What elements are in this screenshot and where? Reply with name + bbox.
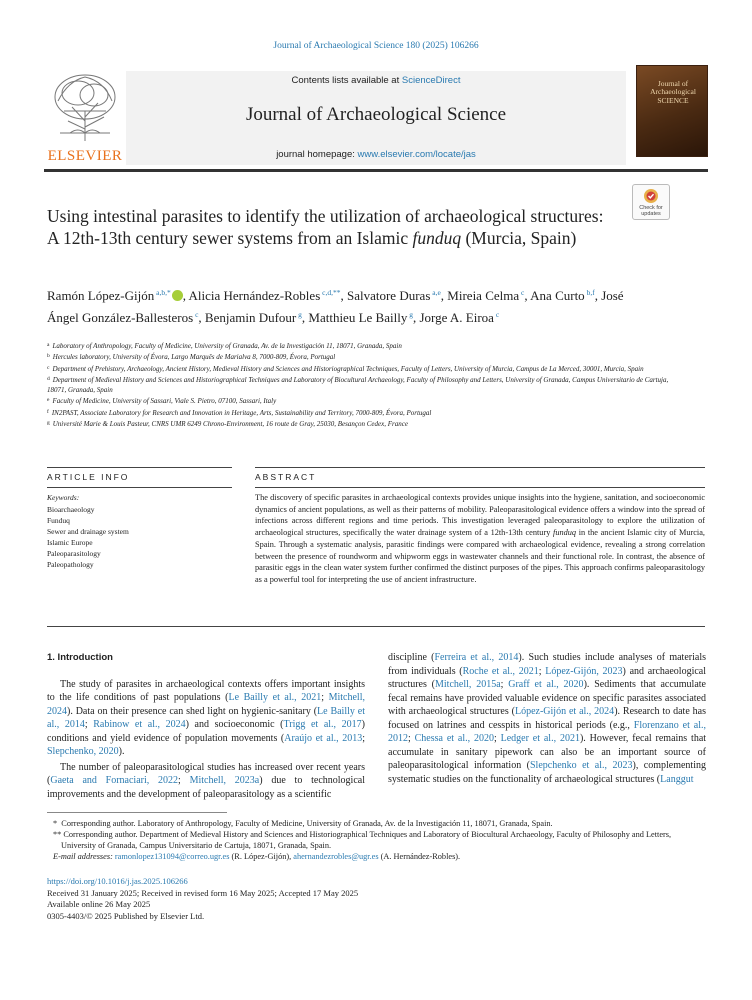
citation-link[interactable]: Araújo et al., 2013 (284, 732, 363, 744)
keywords-rule (47, 487, 232, 488)
citation-link[interactable]: Slepchenko et al., 2023 (530, 760, 633, 771)
author-affiliation-marker[interactable]: a,b,* (154, 288, 171, 297)
author-affiliation-marker[interactable]: c (193, 310, 199, 319)
citation-link[interactable]: Ferreira et al., 2014 (434, 652, 519, 663)
publication-info (47, 876, 702, 922)
article-info-heading: ARTICLE INFO (47, 472, 130, 482)
keywords-block (47, 492, 227, 570)
check-for-updates-button[interactable] (632, 184, 670, 220)
author-name[interactable]: Benjamin Dufour (204, 310, 297, 325)
affiliation-c: $^c$ Department of Prehistory, Archaeology, Ancient History, Medieval History and Sciences and Historiographical Techniques, Faculty of Letters, University of Murcia, Campus de La Merced, 30001, Murcia, Spain (47, 364, 644, 373)
intro-paragraph-2: The number of paleoparasitological studies has increased over recent years (Gaeta and Fornaciari, 2022; Mitchell, 2023a) due to technological improvements and the development of paleoparasitology as a scientific (47, 761, 365, 800)
journal-homepage-line: journal homepage: www.elsevier.com/locate/jas (276, 149, 476, 160)
journal-homepage-link[interactable]: www.elsevier.com/locate/jas (357, 149, 476, 160)
affiliation-g: $^g$ Université Marie & Louis Pasteur, CNRS UMR 6249 Chrono-Environment, 16 route de Gray, 25030, Besançon Cedex, France (47, 420, 408, 429)
intro-heading: 1. Introduction (47, 652, 113, 663)
email-link-lopez[interactable]: ramonlopez131094@correo.ugr.es (114, 852, 230, 861)
citation-link[interactable]: Langgut (660, 773, 694, 785)
author-name[interactable]: Mireia Celma (447, 288, 520, 303)
author-name[interactable]: Jorge A. Eiroa (419, 310, 494, 325)
author-list: Ramón López-Gijón $^{a,b,*}$ , Alicia Hernández-Robles $^{c,d,**}$, Salvatore Duras $^{a,e}$, Mireia Celma $^c$, Ana Curto $^{b,f}$, José Ángel González-Ballesteros $^c$, Benjamin Dufour $^g$, Matthieu Le Bailly $^g$, Jorge A. Eiroa $^c$ (47, 288, 624, 325)
abstract-heading-rule (255, 487, 705, 488)
author-name[interactable]: Alicia Hernández-Robles (188, 288, 321, 303)
tree-emblem-icon (48, 71, 122, 143)
keyword-item: Paleopathology (47, 560, 94, 569)
footnote-divider (47, 812, 227, 813)
author-name[interactable]: Matthieu Le Bailly (308, 310, 408, 325)
citation-link[interactable]: López-Gijón, 2023 (545, 665, 623, 677)
citation-link[interactable]: Trigg et al., 2017 (283, 719, 362, 730)
author-affiliation-marker[interactable]: c (493, 310, 500, 319)
citation-link[interactable]: Chessa et al., 2020 (414, 733, 494, 744)
keyword-item: Paleoparasitology (47, 549, 101, 558)
footnote-emails: E-mail addresses: ramonlopez131094@correo.ugr.es (R. López-Gijón), ahernandezrobles@ugr.es (A. Hernández-Robles). (53, 852, 461, 861)
keyword-item: Sewer and drainage system (47, 527, 129, 536)
intro-paragraph-continued: discipline (Ferreira et al., 2014). Such studies include analyses of materials from individuals (Roche et al., 2021; López-Gijón, 2023) and archaeological structures (Mitchell, 2015a; Graff et al., 2020). Sediments that accumulate fecal remains have provided valuable evidence on specific parasites associated with archaeological structures (López-Gijón et al., 2024). Research to date has focused on latrines and cesspits in historical periods (e.g., Florenzano et al., 2012; Chessa et al., 2020; Ledger et al., 2021). However, fecal remains that accumulate in sanitary pipework can also be an important source of paleoparasitological information (Slepchenko et al., 2023), complementing systematic studies on the functionality of archaeological structures (Langgut (388, 652, 707, 785)
online-date: Available online 26 May 2025 (47, 899, 151, 909)
citation-link[interactable]: Mitchell, 2023a (189, 775, 260, 786)
header-divider (44, 169, 708, 172)
author-name[interactable]: José Ángel González-Ballesteros (47, 288, 624, 325)
author-affiliation-marker[interactable]: c,d,** (320, 288, 341, 297)
keywords-label: Keywords: (47, 493, 80, 502)
issn-copyright: 0305-4403/© 2025 Published by Elsevier Ltd. (47, 910, 205, 921)
citation-link[interactable]: Le Bailly et al., 2014 (47, 705, 365, 730)
affiliation-list (47, 340, 677, 429)
abstract-text: The discovery of specific parasites in archaeological contexts provides unique insights into the hygiene, sanitation, and socioeconomic dynamics of ancient populations, as well as their patterns of mobility. Paleoparasitological evidence offers a window into the spread of infections across different regions and time periods. This investigation leveraged paleoparasitology to explore the utilization of archaeological structures, specifically the water drainage system of a 12th-13th century funduq in the ancient Islamic city of Murcia, Spain. Through a systematic analysis, parasitic findings were compared with archaeological evidence, revealing a strong correlation between the presence of roundworm and whipworm eggs in wastewater channels and their functional role. In contrast, the absence of parasitic eggs in the clean water system further confirmed the distinct purposes of the pipes. This approach confirms paleoparasitology as a powerful tool for interpreting the use of ancient infrastructure. (255, 493, 705, 584)
footnote-corresponding-2: ** Corresponding author. Department of Medieval History and Sciences and Historiographical Techniques and Laboratory of Biocultural Archaeology, Faculty of Philosophy and Letters, University of Granada, Campus Universitario de Cartuja, 18071, Granada, Spain. (53, 830, 672, 850)
intro-paragraph-1: The study of parasites in archaeological contexts offers important insights to the life conditions of past populations (Le Bailly et al., 2021; Mitchell, 2024). Data on their presence can shed light on hygienic-sanitary (Le Bailly et al., 2014; Rabinow et al., 2024) and socioeconomic (Trigg et al., 2017) conditions and yield evidence of population movements (Araújo et al., 2013; Slepchenko, 2020). (47, 678, 366, 757)
footnotes (47, 818, 702, 862)
footnote-corresponding-1: * Corresponding author. Laboratory of Anthropology, Faculty of Medicine, University of Granada, Av. de la Investigación 11, 18071, Granada, Spain. (53, 819, 553, 828)
journal-cover-thumbnail[interactable] (636, 65, 708, 157)
intro-left-column (47, 651, 365, 803)
masthead-banner (126, 71, 626, 165)
abstract-heading: ABSTRACT (255, 472, 317, 482)
affiliation-d: $^d$ Department of Medieval History and Sciences and Historiographical Techniques and Laboratory of Biocultural Archaeology, Faculty of Philosophy and Letters, University of Granada, Campus Universitario de Cartuja, 18071, Granada, Spain (47, 375, 669, 395)
author-affiliation-marker[interactable]: g (296, 310, 302, 319)
publisher-name: ELSEVIER (47, 148, 123, 164)
citation-link[interactable]: Rabinow et al., 2024 (93, 719, 186, 730)
affiliation-a: $^a$ Laboratory of Anthropology, Faculty of Medicine, University of Granada, Av. de la Investigación 11, 18071, Granada, Spain (47, 342, 402, 350)
keyword-item: Funduq (47, 516, 70, 525)
sciencedirect-link[interactable]: ScienceDirect (401, 75, 461, 86)
check-updates-icon (643, 188, 659, 204)
affiliation-f: $^f$ IN2PAST, Associate Laboratory for Research and Innovation in Heritage, Arts, Sustainability and Territory, 7000-809, Évora, Portugal (47, 408, 432, 417)
citation-link[interactable]: Mitchell, 2015a (435, 679, 501, 690)
keyword-item: Islamic Europe (47, 538, 93, 547)
affiliation-b: $^b$ Hercules laboratory, University of Évora, Largo Marquês de Marialva 8, 7000-809, Évora, Portugal (47, 353, 336, 362)
affiliation-e: $^e$ Faculty of Medicine, University of Sassari, Viale S. Pietro, 07100, Sassari, Italy (47, 397, 277, 406)
article-info-rule (47, 467, 232, 468)
contents-available-line: Contents lists available at ScienceDirect (291, 75, 461, 86)
abstract-rule (255, 467, 705, 468)
citation-link[interactable]: Graff et al., 2020 (508, 679, 584, 690)
journal-title[interactable]: Journal of Archaeological Science (245, 104, 507, 125)
journal-citation[interactable]: Journal of Archaeological Science 180 (2025) 106266 (273, 41, 479, 51)
author-name[interactable]: Ana Curto (530, 288, 585, 303)
author-name[interactable]: Salvatore Duras (346, 288, 431, 303)
article-title: Using intestinal parasites to identify the utilization of archaeological structures: A 12th-13th century sewer systems from an Islamic funduq (Murcia, Spain) (47, 206, 604, 248)
author-name[interactable]: Ramón López-Gijón (47, 288, 155, 303)
citation-link[interactable]: Florenzano et al., 2012 (388, 719, 706, 744)
orcid-icon[interactable] (172, 290, 183, 301)
journal-header (44, 65, 708, 165)
keyword-list (47, 504, 227, 570)
check-updates-label: Check for updates (639, 205, 663, 218)
author-affiliation-marker[interactable]: c (519, 288, 525, 297)
citation-link[interactable]: Ledger et al., 2021 (500, 733, 580, 744)
citation-link[interactable]: Slepchenko, 2020 (47, 746, 119, 757)
citation-link[interactable]: Gaeta and Fornaciari, 2022 (50, 775, 179, 786)
intro-right-column (388, 651, 706, 786)
author-affiliation-marker[interactable]: a,e (430, 288, 441, 297)
email-link-hernandez[interactable]: ahernandezrobles@ugr.es (293, 852, 379, 861)
author-affiliation-marker[interactable]: g (407, 310, 413, 319)
elsevier-logo[interactable] (44, 71, 126, 165)
citation-link[interactable]: Le Bailly et al., 2021 (228, 692, 322, 703)
citation-link[interactable]: Roche et al., 2021 (462, 665, 539, 677)
keyword-item: Bioarchaeology (47, 505, 95, 514)
citation-link[interactable]: López-Gijón et al., 2024 (514, 706, 615, 717)
received-dates: Received 31 January 2025; Received in revised form 16 May 2025; Accepted 17 May 2025 (47, 887, 359, 898)
author-affiliation-marker[interactable]: b,f (584, 288, 595, 297)
cover-title: Journal of Archaeological SCIENCE (650, 79, 696, 105)
citation-link[interactable]: Mitchell, 2024 (47, 692, 365, 717)
doi-link[interactable]: https://doi.org/10.1016/j.jas.2025.106266 (47, 876, 188, 886)
abstract-bottom-rule (47, 626, 705, 627)
